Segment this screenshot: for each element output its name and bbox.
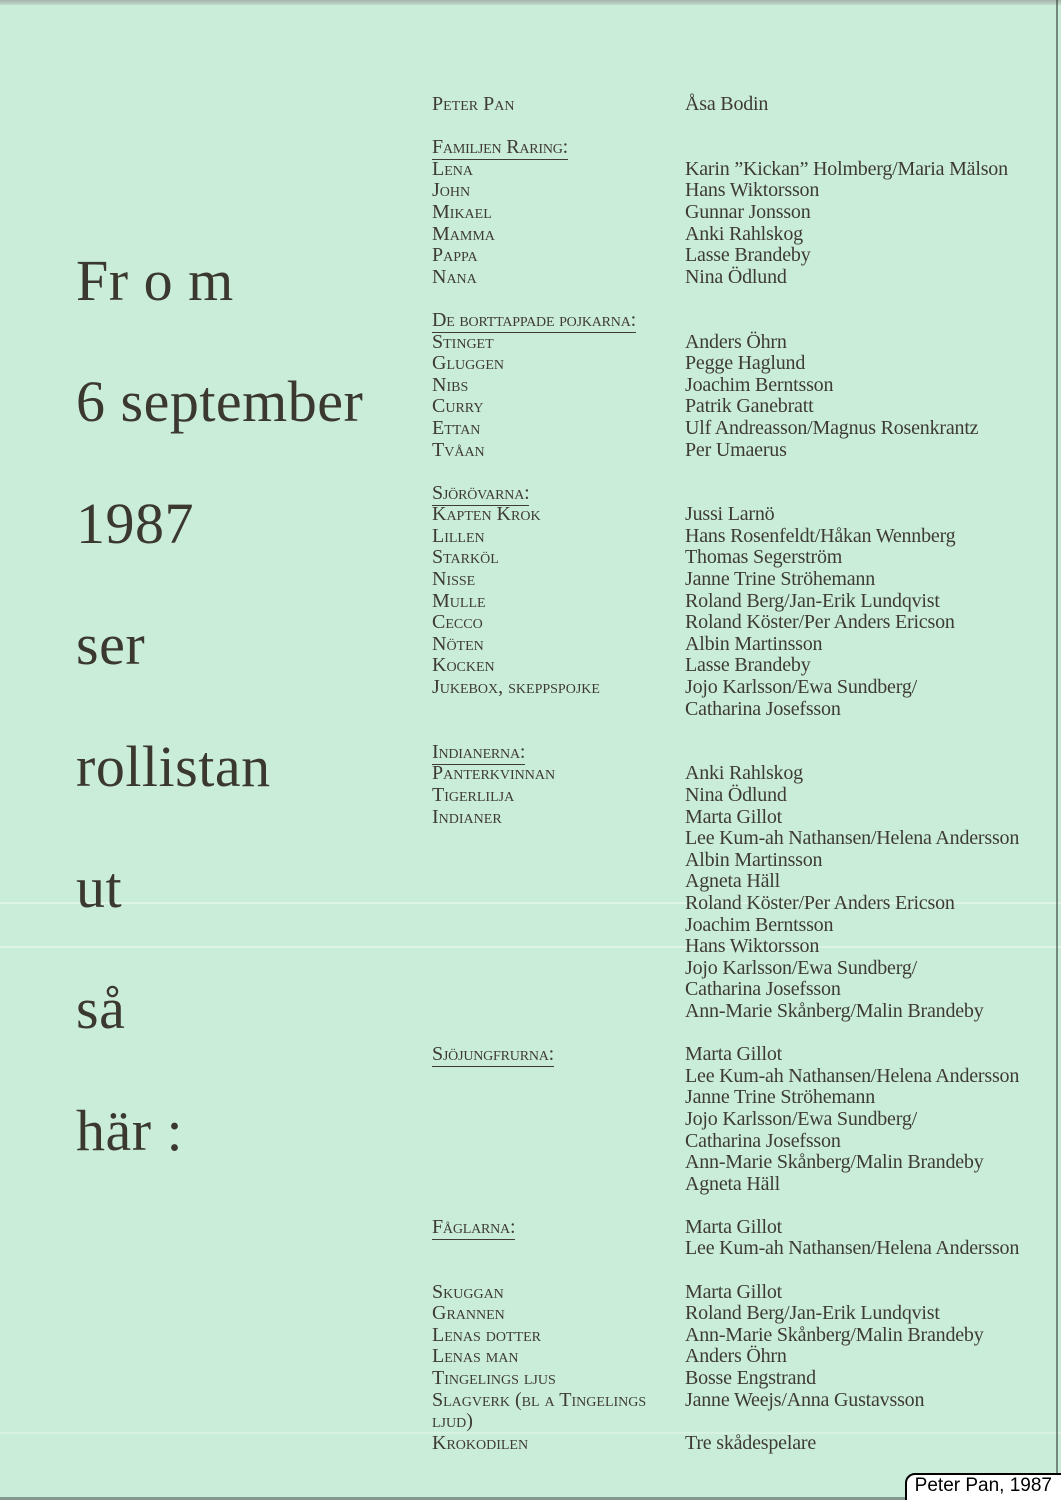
actor-name: Lasse Brandeby: [685, 244, 811, 267]
role-label: Pappa: [432, 244, 478, 267]
actor-name: Joachim Berntsson: [685, 373, 834, 396]
cast-section: [432, 1217, 1036, 1260]
cast-row: [432, 569, 1036, 591]
cast-row: [432, 418, 1036, 440]
role-label: Lillen: [432, 524, 485, 547]
role-label: Mikael: [432, 200, 492, 223]
cast-row: [432, 547, 1036, 569]
actor-name: Ulf Andreasson/Magnus Rosenkrantz: [685, 416, 979, 439]
cast-row: [432, 785, 1036, 807]
role-label: [432, 915, 685, 937]
cast-row: [432, 893, 1036, 915]
role-label: Lena: [432, 157, 473, 180]
cast-header-row: [432, 310, 1036, 332]
cast-row: [432, 1066, 1036, 1088]
cast-row: [432, 1282, 1036, 1304]
role-label: [432, 871, 685, 893]
cast-row: [432, 936, 1036, 958]
actor-name: Ann-Marie Skånberg/Malin Brandeby: [685, 999, 984, 1022]
cast-row: [432, 699, 1036, 721]
role-label: John: [432, 179, 471, 202]
headline-line: ut: [76, 854, 123, 920]
role-label: [432, 828, 685, 850]
actor-name: Ann-Marie Skånberg/Malin Brandeby: [685, 1323, 984, 1346]
cast-row: [432, 1346, 1036, 1368]
cast-row: [432, 1087, 1036, 1109]
section-header: Fåglarna:: [432, 1215, 516, 1238]
cast-row: [432, 828, 1036, 850]
role-label: Starköl: [432, 546, 499, 569]
actor-name: Catharina Josefsson: [685, 1129, 841, 1152]
actor-name: Thomas Segerström: [685, 546, 843, 569]
actor-name: Janne Trine Ströhemann: [685, 1086, 876, 1109]
cast-header-row: [432, 1044, 1036, 1066]
role-label: Stinget: [432, 330, 494, 353]
cast-section: [432, 137, 1036, 288]
cast-row: [432, 850, 1036, 872]
cast-row: [432, 958, 1036, 980]
role-label: Ettan: [432, 416, 481, 439]
actor-name: Jojo Karlsson/Ewa Sundberg/: [685, 956, 917, 979]
cast-row: [432, 202, 1036, 224]
actor-name: Lee Kum-ah Nathansen/Helena Andersson: [685, 827, 1020, 850]
role-label: [432, 936, 685, 958]
headline-line: 6 september: [76, 369, 364, 435]
scan-edge-top: [0, 0, 1061, 5]
headline: [76, 248, 364, 1223]
actor-name: Agneta Häll: [685, 1172, 780, 1195]
actor-name: Roland Berg/Jan-Erik Lundqvist: [685, 1302, 940, 1325]
cast-row: [432, 915, 1036, 937]
section-header: Sjörövarna:: [432, 481, 530, 504]
actor-name: Hans Wiktorsson: [685, 179, 820, 202]
cast-row: [432, 1109, 1036, 1131]
role-cell: [432, 742, 685, 764]
cast-row: [432, 1238, 1036, 1260]
cast-row: [432, 677, 1036, 699]
cast-row: [432, 634, 1036, 656]
cast-row: [432, 612, 1036, 634]
cast-header-row: [432, 742, 1036, 764]
role-label: Grannen: [432, 1302, 505, 1325]
cast-row: [432, 396, 1036, 418]
cast-row: [432, 245, 1036, 267]
role-label: Curry: [432, 395, 484, 418]
cast-section: [432, 310, 1036, 461]
actor-name: Ann-Marie Skånberg/Malin Brandeby: [685, 1151, 984, 1174]
actor-name: Agneta Häll: [685, 870, 780, 893]
cast-row: [432, 224, 1036, 246]
actor-name: Lee Kum-ah Nathansen/Helena Andersson: [685, 1064, 1020, 1087]
role-label: Skuggan: [432, 1280, 504, 1303]
role-label: Tingelings ljus: [432, 1367, 556, 1390]
cast-row: [432, 979, 1036, 1001]
cast-row: [432, 526, 1036, 548]
role-label: Gluggen: [432, 352, 504, 375]
role-label: [432, 1131, 685, 1153]
cast-row: [432, 591, 1036, 613]
role-label: Mamma: [432, 222, 495, 245]
cast-row: [432, 353, 1036, 375]
scan-edge-right: [1056, 0, 1058, 1500]
role-label: [432, 1238, 685, 1260]
actor-name: Marta Gillot: [685, 1215, 783, 1238]
role-label: Cecco: [432, 611, 483, 634]
actor-name: Patrik Ganebratt: [685, 395, 814, 418]
cast-row: [432, 1152, 1036, 1174]
role-label: Jukebox, skeppspojke: [432, 676, 600, 699]
actor-name: Tre skådespelare: [685, 1431, 817, 1454]
actor-name: [685, 742, 1036, 764]
actor-name: Hans Rosenfeldt/Håkan Wennberg: [685, 524, 956, 547]
role-label: Panterkvinnan: [432, 762, 556, 785]
cast-section: [432, 94, 1036, 116]
cast-row: [432, 1433, 1036, 1455]
actor-name: Jojo Karlsson/Ewa Sundberg/: [685, 1107, 917, 1130]
actor-name: Hans Wiktorsson: [685, 935, 820, 958]
role-label: Slagverk (bl a Tingelings ljud): [432, 1388, 647, 1433]
headline-line: så: [76, 976, 126, 1042]
actor-name: Marta Gillot: [685, 1043, 783, 1066]
headline-line: ser: [76, 612, 146, 678]
section-header: Familjen Raring:: [432, 136, 569, 159]
actor-name: Albin Martinsson: [685, 632, 823, 655]
role-label: [432, 979, 685, 1001]
cast-row: [432, 871, 1036, 893]
actor-name: Nina Ödlund: [685, 265, 787, 288]
role-label: [432, 850, 685, 872]
actor-name: Catharina Josefsson: [685, 978, 841, 1001]
role-cell: [432, 137, 685, 159]
role-label: [432, 1087, 685, 1109]
cast-row: [432, 807, 1036, 829]
section-header: Sjöjungfrurna:: [432, 1043, 555, 1066]
role-label: Kapten Krok: [432, 503, 541, 526]
actor-name: Roland Köster/Per Anders Ericson: [685, 891, 955, 914]
cast-row: [432, 1390, 1036, 1433]
cast-row: [432, 1174, 1036, 1196]
role-label: [432, 1152, 685, 1174]
role-label: Lenas dotter: [432, 1323, 541, 1346]
role-label: [432, 893, 685, 915]
actor-name: [685, 483, 1036, 505]
actor-name: Pegge Haglund: [685, 352, 806, 375]
caption-label: Peter Pan, 1987: [914, 1475, 1052, 1496]
role-label: Nöten: [432, 632, 484, 655]
actor-name: Lee Kum-ah Nathansen/Helena Andersson: [685, 1237, 1020, 1260]
cast-row: [432, 375, 1036, 397]
section-header: Indianerna:: [432, 740, 526, 763]
cast-row: [432, 180, 1036, 202]
headline-line: 1987: [76, 490, 194, 556]
headline-line: här :: [76, 1097, 184, 1163]
actor-name: Bosse Engstrand: [685, 1367, 816, 1390]
actor-name: Marta Gillot: [685, 805, 783, 828]
actor-name: Anki Rahlskog: [685, 222, 803, 245]
actor-name: Anders Öhrn: [685, 1345, 787, 1368]
role-label: [432, 1174, 685, 1196]
role-label: [432, 1066, 685, 1088]
actor-name: Janne Weejs/Anna Gustavsson: [685, 1388, 925, 1411]
role-label: [432, 958, 685, 980]
actor-name: Gunnar Jonsson: [685, 200, 811, 223]
actor-name: Jojo Karlsson/Ewa Sundberg/: [685, 676, 917, 699]
role-label: Kocken: [432, 654, 495, 677]
role-label: Nana: [432, 265, 477, 288]
cast-row: [432, 763, 1036, 785]
cast-row: [432, 1131, 1036, 1153]
cast-row: [432, 655, 1036, 677]
cast-header-row: [432, 483, 1036, 505]
actor-name: Jussi Larnö: [685, 503, 775, 526]
cast-row: [432, 440, 1036, 462]
actor-name: Per Umaerus: [685, 438, 787, 461]
cast-row: [432, 159, 1036, 181]
cast-row: [432, 1325, 1036, 1347]
cast-row: [432, 1001, 1036, 1023]
actor-name: [685, 137, 1036, 159]
cast-row: [432, 1303, 1036, 1325]
cast-list: [432, 94, 1036, 1454]
actor-name: Joachim Berntsson: [685, 913, 834, 936]
headline-line: Fr o m: [76, 248, 234, 313]
role-label: Indianer: [432, 805, 502, 828]
role-label: Lenas man: [432, 1345, 519, 1368]
actor-name: Karin ”Kickan” Holmberg/Maria Mälson: [685, 157, 1008, 180]
role-cell: [432, 483, 685, 505]
actor-name: Roland Berg/Jan-Erik Lundqvist: [685, 589, 940, 612]
role-label: Peter Pan: [432, 93, 515, 115]
cast-row: [432, 332, 1036, 354]
cast-section: [432, 1044, 1036, 1195]
actor-name: Lasse Brandeby: [685, 654, 811, 677]
actor-name: Janne Trine Ströhemann: [685, 568, 876, 591]
role-label: [432, 699, 685, 721]
actor-name: Åsa Bodin: [685, 93, 769, 115]
role-cell: [432, 1044, 685, 1066]
role-label: Krokodilen: [432, 1431, 529, 1454]
actor-name: Nina Ödlund: [685, 784, 787, 806]
role-label: Nibs: [432, 373, 469, 396]
section-header: De borttappade pojkarna:: [432, 308, 636, 331]
role-label: [432, 1109, 685, 1131]
actor-name: Anki Rahlskog: [685, 762, 803, 785]
role-cell: [432, 1217, 685, 1239]
cast-row: [432, 504, 1036, 526]
cast-row: [432, 94, 1036, 116]
role-label: [432, 1001, 685, 1023]
cast-row: [432, 267, 1036, 289]
cast-header-row: [432, 137, 1036, 159]
role-label: Nisse: [432, 568, 476, 591]
actor-name: Anders Öhrn: [685, 330, 787, 353]
headline-line: rollistan: [76, 733, 271, 799]
actor-name: Roland Köster/Per Anders Ericson: [685, 611, 955, 634]
actor-name: [685, 310, 1036, 332]
role-label: Tvåan: [432, 438, 485, 461]
cast-section: [432, 1282, 1036, 1455]
role-label: Mulle: [432, 589, 486, 612]
actor-name: Catharina Josefsson: [685, 697, 841, 720]
cast-header-row: [432, 1217, 1036, 1239]
cast-section: [432, 483, 1036, 721]
cast-row: [432, 1368, 1036, 1390]
role-label: Tigerlilja: [432, 784, 515, 806]
cast-section: [432, 742, 1036, 1023]
actor-name: Marta Gillot: [685, 1280, 783, 1303]
caption-box: [905, 1473, 1061, 1500]
role-cell: [432, 310, 685, 332]
actor-name: Albin Martinsson: [685, 848, 823, 871]
